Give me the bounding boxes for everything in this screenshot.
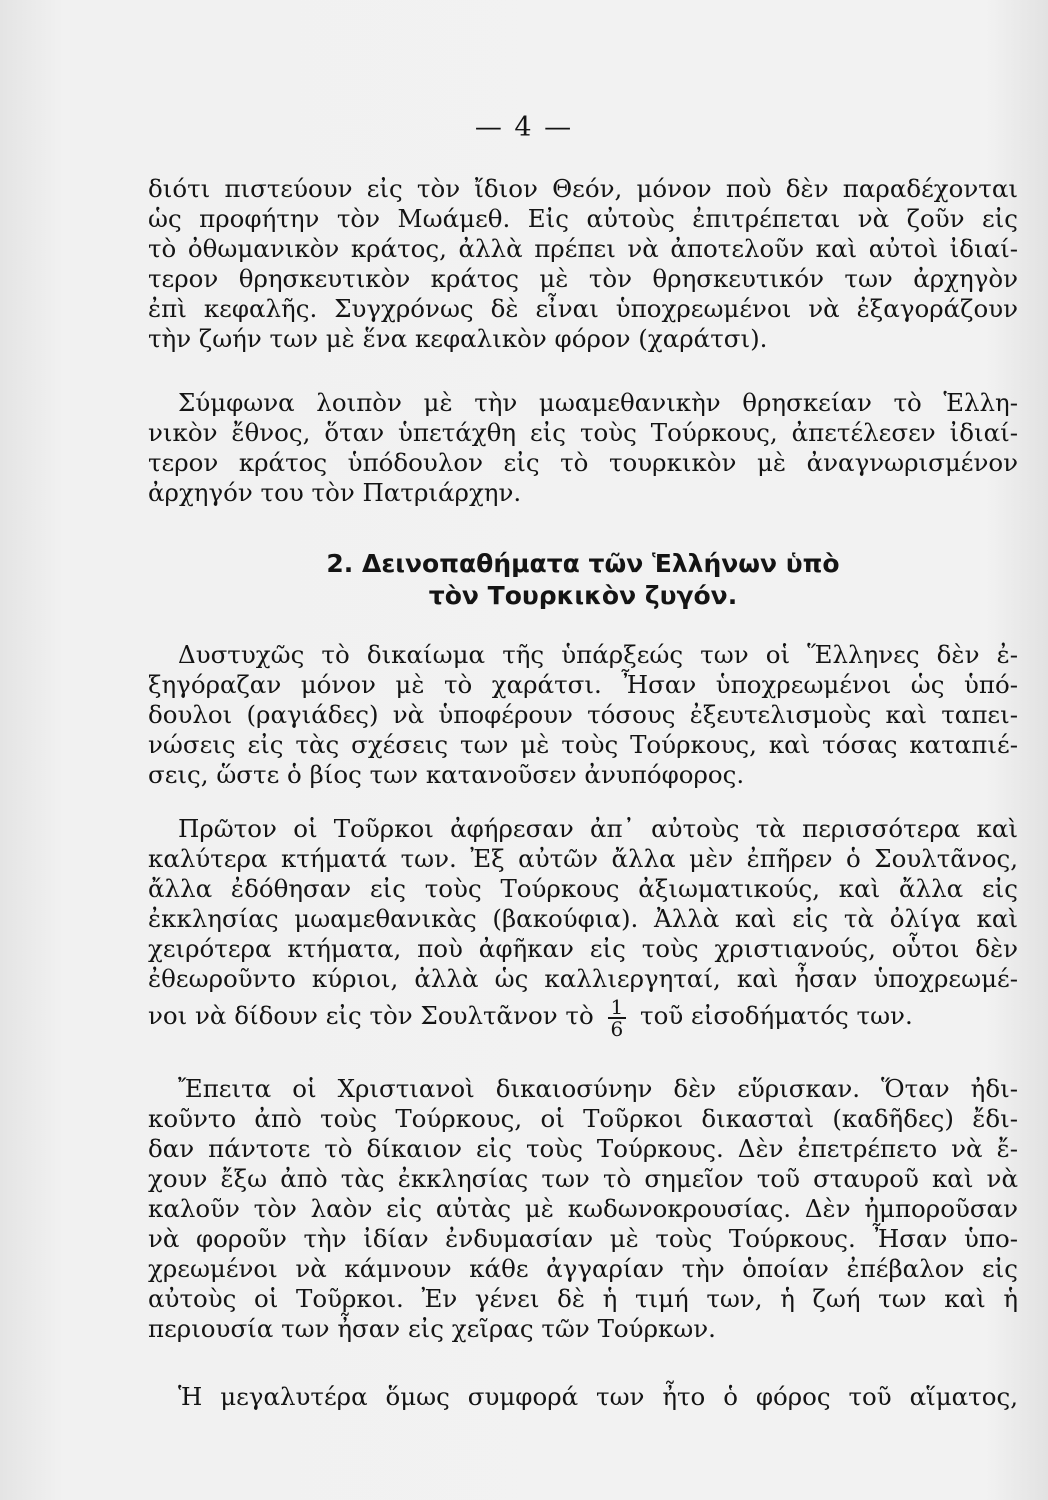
text-line: ἄλλα ἐδόθησαν εἰς τοὺς Τούρκους ἀξιωματικούς, καὶ ἄλλα εἰς bbox=[148, 874, 1018, 903]
text-line: χρεωμένοι νὰ κάμνουν κάθε ἀγγαρίαν τὴν ὁποίαν ἐπέβαλον εἰς bbox=[148, 1254, 1018, 1283]
text-line: δαν πάντοτε τὸ δίκαιον εἰς τοὺς Τούρκους. Δὲν ἐπετρέπετο νὰ ἔ- bbox=[148, 1134, 1018, 1163]
text-line: αὐτοὺς οἱ Τοῦρκοι. Ἐν γένει δὲ ἡ τιμή των, ἡ ζωή των καὶ ἡ bbox=[148, 1284, 1018, 1313]
text-line: διότι πιστεύουν εἰς τὸν ἴδιον Θεόν, μόνον ποὺ δὲν παραδέχονται bbox=[148, 174, 1018, 203]
paragraph-6 bbox=[148, 1382, 1018, 1412]
text-line: χειρότερα κτήματα, ποὺ ἀφῆκαν εἰς τοὺς χριστιανούς, οὗτοι δὲν bbox=[148, 934, 1018, 963]
text-line: ἐθεωροῦντο κύριοι, ἀλλὰ ὡς καλλιεργηταί, καὶ ἦσαν ὑποχρεωμέ- bbox=[148, 964, 1018, 993]
text-line: νώσεις εἰς τὰς σχέσεις των μὲ τοὺς Τούρκους, καὶ τόσας καταπιέ- bbox=[148, 730, 1018, 759]
text-line: καλύτερα κτήματά των. Ἐξ αὐτῶν ἄλλα μὲν ἐπῆρεν ὁ Σουλτᾶνος, bbox=[148, 844, 1018, 873]
text-line: Ἡ μεγαλυτέρα ὅμως συμφορά των ἦτο ὁ φόρος τοῦ αἵματος, bbox=[178, 1382, 1018, 1411]
text-line: δουλοι (ραγιάδες) νὰ ὑποφέρουν τόσους ἐξευτελισμοὺς καὶ ταπει- bbox=[148, 700, 1018, 729]
text-line: Σύμφωνα λοιπὸν μὲ τὴν μωαμεθανικὴν θρησκείαν τὸ Ἑλλη- bbox=[178, 388, 1018, 417]
paragraph-4 bbox=[148, 814, 1018, 1041]
text-line: χουν ἔξω ἀπὸ τὰς ἐκκλησίας των τὸ σημεῖον τοῦ σταυροῦ καὶ νὰ bbox=[148, 1164, 1018, 1193]
text-line: καλοῦν τὸν λαὸν εἰς αὐτὰς μὲ κωδωνοκρουσίας. Δὲν ἠμποροῦσαν bbox=[148, 1194, 1018, 1223]
page-number: — 4 — bbox=[474, 112, 574, 143]
text-line: Δυστυχῶς τὸ δικαίωμα τῆς ὑπάρξεώς των οἱ Ἕλληνες δὲν ἐ- bbox=[178, 640, 1018, 669]
text-line: νὰ φοροῦν τὴν ἰδίαν ἐνδυμασίαν μὲ τοὺς Τούρκους. Ἦσαν ὑπο- bbox=[148, 1224, 1018, 1253]
heading-line-1: 2. Δεινοπαθήματα τῶν Ἑλλήνων ὑπὸ bbox=[326, 549, 840, 578]
text-line: ὡς προφήτην τὸν Μωάμεθ. Εἰς αὐτοὺς ἐπιτρέπεται νὰ ζοῦν εἰς bbox=[148, 204, 1018, 233]
paragraph-3 bbox=[148, 640, 1018, 790]
section-heading bbox=[148, 548, 1018, 612]
text-line: ἐπὶ κεφαλῆς. Συγχρόνως δὲ εἶναι ὑποχρεωμένοι νὰ ἐξαγοράζουν bbox=[148, 294, 1018, 323]
text-line: τερον θρησκευτικὸν κράτος μὲ τὸν θρησκευτικόν των ἀρχηγὸν bbox=[148, 264, 1018, 293]
text-line: ἐκκλησίας μωαμεθανικὰς (βακούφια). Ἀλλὰ καὶ εἰς τὰ ὀλίγα καὶ bbox=[148, 904, 1018, 933]
heading-line-2: τὸν Τουρκικὸν ζυγόν. bbox=[428, 581, 738, 610]
text-line: τὸ ὀθωμανικὸν κράτος, ἀλλὰ πρέπει νὰ ἀποτελοῦν καὶ αὐτοὶ ἰδιαί- bbox=[148, 234, 1018, 263]
text-line: Ἔπειτα οἱ Χριστιανοὶ δικαιοσύνην δὲν εὕρισκαν. Ὅταν ἠδι- bbox=[178, 1074, 1018, 1103]
text-line: νικὸν ἔθνος, ὅταν ὑπετάχθη εἰς τοὺς Τούρκους, ἀπετέλεσεν ἰδιαί- bbox=[148, 418, 1018, 447]
fraction-text-after: τοῦ εἰσοδήματός των. bbox=[640, 1001, 913, 1030]
fraction-denominator: 6 bbox=[610, 1016, 624, 1041]
fraction bbox=[608, 994, 627, 1041]
fraction-numerator: 1 bbox=[608, 997, 627, 1019]
text-line: Πρῶτον οἱ Τοῦρκοι ἀφήρεσαν ἀπ᾽ αὐτοὺς τὰ περισσότερα καὶ bbox=[178, 814, 1018, 843]
paragraph-1 bbox=[148, 174, 1018, 354]
text-line: σεις, ὥστε ὁ βίος των κατανοῦσεν ἀνυπόφορος. bbox=[148, 760, 745, 789]
text-line: κοῦντο ἀπὸ τοὺς Τούρκους, οἱ Τοῦρκοι δικασταὶ (καδῆδες) ἔδι- bbox=[148, 1104, 1018, 1133]
text-line: περιουσία των ἦσαν εἰς χεῖρας τῶν Τούρκων. bbox=[148, 1314, 716, 1343]
text-line: ξηγόραζαν μόνον μὲ τὸ χαράτσι. Ἦσαν ὑποχρεωμένοι ὡς ὑπό- bbox=[148, 670, 1018, 699]
fraction-text-before: νοι νὰ δίδουν εἰς τὸν Σουλτᾶνον τὸ bbox=[148, 1001, 594, 1030]
text-line: τερον κράτος ὑπόδουλον εἰς τὸ τουρκικὸν μὲ ἀναγνωρισμένον bbox=[148, 448, 1018, 477]
paragraph-2 bbox=[148, 388, 1018, 508]
text-line: τὴν ζωήν των μὲ ἕνα κεφαλικὸν φόρον (χαράτσι). bbox=[148, 324, 768, 353]
paragraph-5 bbox=[148, 1074, 1018, 1344]
text-line-with-fraction bbox=[148, 994, 1018, 1041]
text-line: ἀρχηγόν του τὸν Πατριάρχην. bbox=[148, 478, 522, 507]
